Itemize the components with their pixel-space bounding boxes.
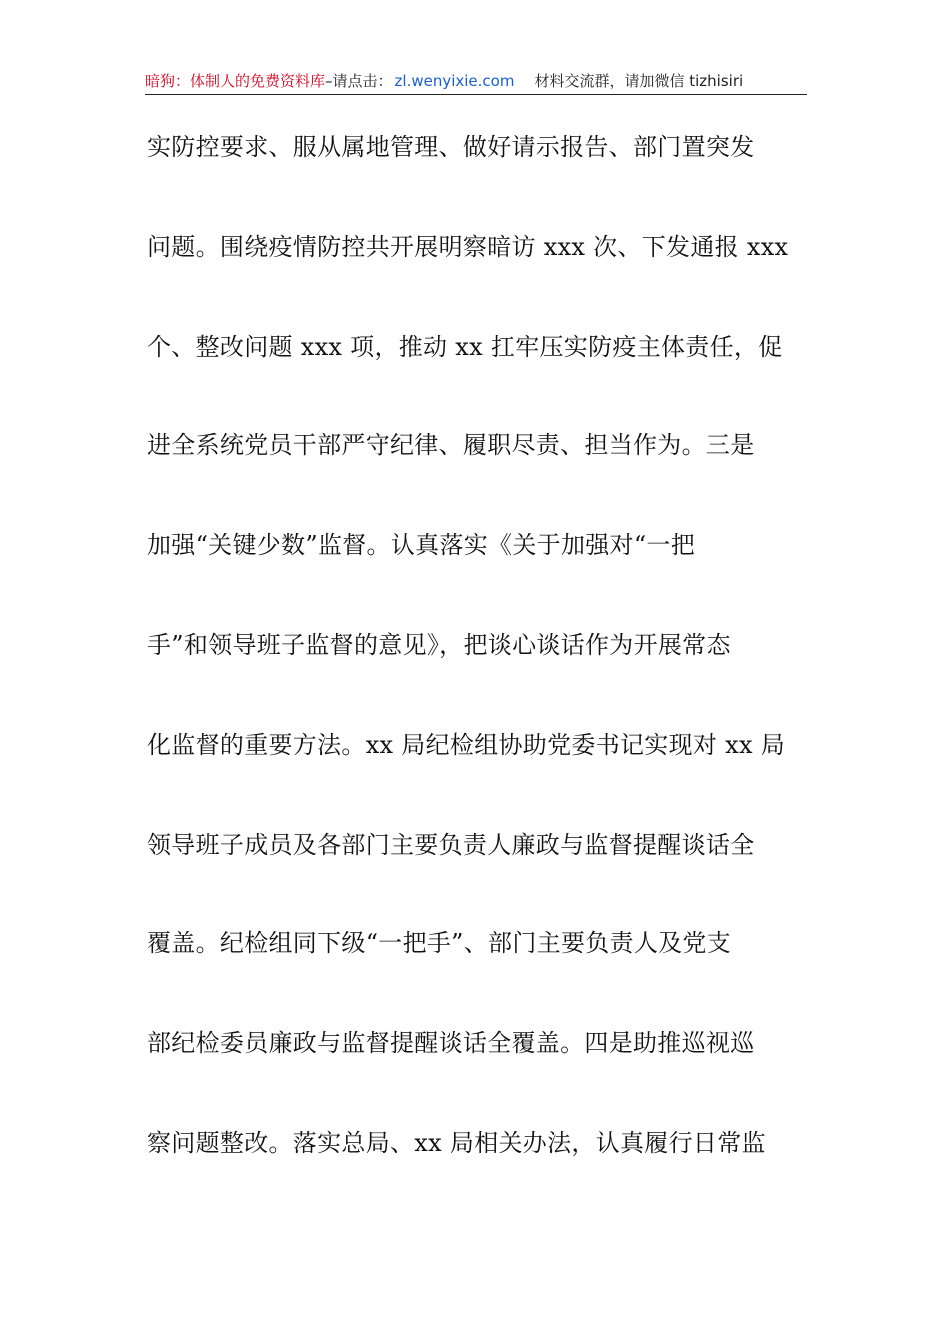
body-line: 加强“关键少数”监督。认真落实《关于加强对“一把 <box>147 531 696 559</box>
body-line: 问题。围绕疫情防控共开展明察暗访 xxx 次、下发通报 xxx <box>147 233 789 261</box>
header-separator: –请点击： <box>325 72 393 90</box>
header-brand: 暗狗：体制人的免费资料库 <box>145 72 326 90</box>
body-line: 察问题整改。落实总局、xx 局相关办法，认真履行日常监 <box>147 1129 766 1157</box>
body-line: 个、整改问题 xxx 项，推动 xx 扛牢压实防疫主体责任，促 <box>147 333 783 361</box>
body-line: 化监督的重要方法。xx 局纪检组协助党委书记实现对 xx 局 <box>147 731 786 759</box>
body-line: 覆盖。纪检组同下级“一把手”、部门主要负责人及党支 <box>147 929 732 957</box>
body-line: 手”和领导班子监督的意见》，把谈心谈话作为开展常态 <box>147 631 731 659</box>
body-line: 实防控要求、服从属地管理、做好请示报告、部门置突发 <box>147 133 755 161</box>
body-line: 领导班子成员及各部门主要负责人廉政与监督提醒谈话全 <box>147 831 755 859</box>
page-header <box>145 70 807 95</box>
header-link[interactable]: zl.wenyixie.com <box>394 72 515 90</box>
body-line: 进全系统党员干部严守纪律、履职尽责、担当作为。三是 <box>147 431 755 459</box>
header-contact: 材料交流群，请加微信 tizhisiri <box>534 72 744 90</box>
body-line: 部纪检委员廉政与监督提醒谈话全覆盖。四是助推巡视巡 <box>147 1029 755 1057</box>
